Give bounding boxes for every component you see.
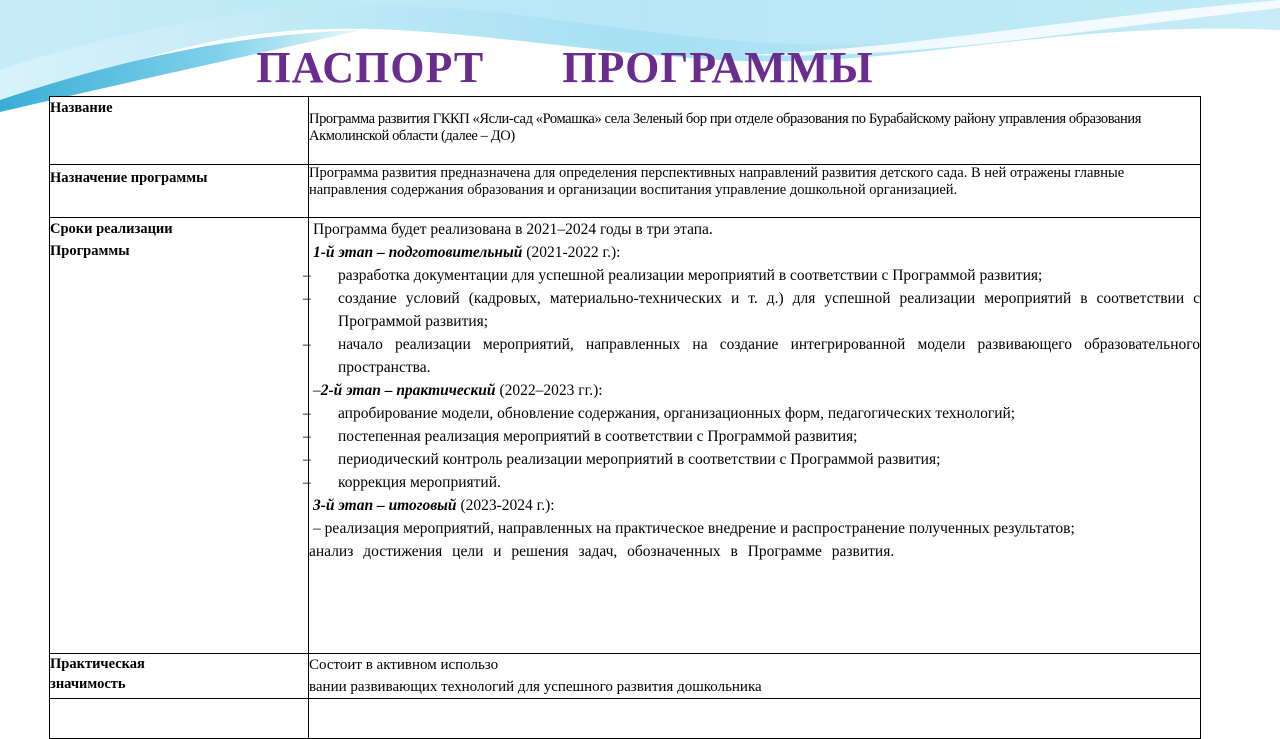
title-word-program: ПРОГРАММЫ — [562, 43, 874, 92]
value-name-text: Программа развития ГККП «Ясли-сад «Ромашка» села Зеленый бор при отделе образования по Бурабайскому району управления образования Акмолинской области (далее – ДО) — [309, 111, 1141, 144]
terms-intro: Программа будет реализована в 2021–2024 годы в три этапа. — [313, 221, 713, 238]
stage3-text: – реализация мероприятий, направленных на практическое внедрение и распространение полученных результатов; — [313, 520, 1075, 537]
label-purpose: Назначение программы — [50, 165, 309, 218]
title-word-passport: ПАСПОРТ — [256, 43, 485, 92]
stage2-item-text: периодический контроль реализации мероприятий в соответствии с Программой развития; — [338, 451, 941, 468]
list-item: – разработка документации для успешной реализации мероприятий в соответствии с Программой развития; — [303, 267, 1043, 284]
value-significance — [309, 654, 1201, 699]
stage2-item-text: постепенная реализация мероприятий в соответствии с Программой развития; — [338, 428, 858, 445]
label-name: Название — [50, 97, 309, 165]
value-name — [309, 97, 1201, 165]
stage2-heading — [313, 379, 1200, 402]
table-row-significance — [50, 654, 1201, 699]
stage2-item-text: коррекция мероприятий. — [338, 474, 501, 491]
stage1-name: 1-й этап – подготовительный — [313, 244, 523, 261]
stage1-heading — [313, 241, 1200, 264]
list-item: – начало реализации мероприятий, направленных на создание интегрированной модели развивающего образовательного пространства. — [303, 336, 1200, 376]
significance-line2: вании развивающих технологий для успешного развития дошкольника — [309, 679, 762, 695]
label-significance-line1: Практическая — [50, 656, 145, 672]
label-significance-line2: значимость — [50, 676, 126, 692]
table-row-name — [50, 97, 1201, 165]
list-item: – коррекция мероприятий. — [303, 474, 501, 491]
list-item: – периодический контроль реализации мероприятий в соответствии с Программой развития; — [303, 451, 941, 468]
label-terms-line1: Сроки реализации — [50, 221, 173, 237]
stage1-years: (2021-2022 г.): — [526, 244, 621, 261]
stage1-item-text: создание условий (кадровых, материально-технических и т. д.) для успешной реализации мероприятий в соответствии с Программой развития; — [338, 290, 1200, 330]
stage3-name: 3-й этап – итоговый — [313, 497, 457, 514]
stage2-prefix: – — [313, 382, 321, 399]
stage3-years: (2023-2024 г.): — [460, 497, 555, 514]
empty-cell — [309, 699, 1201, 739]
significance-line1: Состоит в активном использо — [309, 657, 499, 673]
table-row-terms — [50, 218, 1201, 654]
value-purpose — [309, 165, 1201, 218]
program-passport-table — [49, 96, 1201, 739]
stage2-name: 2-й этап – практический — [320, 382, 496, 399]
table-row-empty — [50, 699, 1201, 739]
label-significance — [50, 654, 309, 699]
list-item: – создание условий (кадровых, материально-технических и т. д.) для успешной реализации мероприятий в соответствии с Программой развития; — [303, 290, 1200, 330]
label-terms-line2: Программы — [50, 243, 130, 259]
value-purpose-text: Программа развития предназначена для определения перспективных направлений развития детского сада. В ней отражены главные направления содержания образования и организации воспитания управление дошкольной организацией. — [309, 165, 1125, 198]
list-item: – апробирование модели, обновление содержания, организационных форм, педагогических технологий; — [303, 405, 1016, 422]
stage3-last: анализ достижения цели и решения задач, обозначенных в Программе развития. — [309, 543, 895, 560]
stage2-years: (2022–2023 гг.): — [499, 382, 603, 399]
list-item: – постепенная реализация мероприятий в соответствии с Программой развития; — [303, 428, 858, 445]
empty-cell — [50, 699, 309, 739]
label-terms — [50, 218, 309, 654]
page-title — [0, 42, 1130, 93]
stage3-heading — [313, 494, 1200, 517]
stage1-item-text: разработка документации для успешной реализации мероприятий в соответствии с Программой развития; — [338, 267, 1043, 284]
stage1-item-text: начало реализации мероприятий, направленных на создание интегрированной модели развивающего образовательного пространства. — [338, 336, 1200, 376]
stage2-item-text: апробирование модели, обновление содержания, организационных форм, педагогических технологий; — [338, 405, 1016, 422]
table-row-purpose — [50, 165, 1201, 218]
value-terms — [303, 218, 1201, 654]
